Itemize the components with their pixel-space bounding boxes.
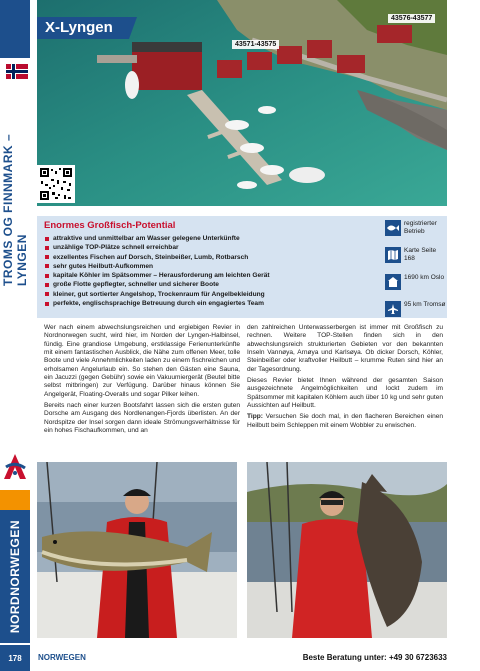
list-item: sehr gutes Heilbutt-Aufkommen xyxy=(44,262,374,271)
fact-map xyxy=(385,246,447,268)
sidebar-top-block xyxy=(0,0,30,58)
qr-code-icon[interactable] xyxy=(37,165,75,203)
page-title: X-Lyngen xyxy=(45,19,113,36)
list-item: unzählige TOP-Plätze schnell erreichbar xyxy=(44,243,374,252)
body-paragraph: Bereits nach einer kurzen Bootsfahrt lassen sich die ersten guten Dorsche am Ausgang des Nordlenangen-Fjords überlisten. An der Nordspitze der Insel sorgen dann ideale Strömungsverhältnisse für ein hohes Fischaufkommen, und an xyxy=(44,402,240,435)
fact-label: 1690 km Oslo xyxy=(404,274,445,281)
airport-icon xyxy=(385,274,401,290)
map-icon xyxy=(385,247,401,263)
object-number-label: 43576-43577 xyxy=(388,14,435,23)
norway-flag-icon xyxy=(6,64,28,79)
body-paragraph: Dieses Revier bietet Ihnen während der gesamten Saison ausgezeichnete Angelmöglichkeiten und lockt zudem im Spätsommer mit kapitalen Köhlern auch über 10 kg und sehr guten Aussichten auf Heilbutt. xyxy=(247,377,443,410)
list-item: große Flotte gepflegter, schneller und sicherer Boote xyxy=(44,280,374,289)
body-paragraph: den zahlreichen Unterwasserbergen ist immer mit Großfisch zu rechnen. Weitere TOP-Stellen finden sich in den abwechslungsreich strukturierten Gebieten vor den bekannten Inseln Vannøya, Arnøya und Karlsøya. Ob dicker Dorsch, Köhler, Steinbeißer oder kraftvoller Heilbutt – krumme Ruten sind hier an der Tagesordnung. xyxy=(247,324,443,373)
fact-tromso xyxy=(385,300,447,322)
list-item: kapitale Köhler im Spätsommer – Herausforderung am leichten Gerät xyxy=(44,271,374,280)
plane-icon xyxy=(385,301,401,317)
angler-photo-right xyxy=(247,462,447,638)
fact-oslo xyxy=(385,273,447,295)
page-number: 178 xyxy=(0,645,30,671)
angler-photo-left xyxy=(37,462,237,638)
footer-region: NORWEGEN xyxy=(38,653,86,662)
fact-registered xyxy=(385,219,447,241)
body-column-left xyxy=(44,324,240,438)
sidebar-country-block xyxy=(0,510,30,643)
list-item: attraktive und unmittelbar am Wasser gelegene Unterkünfte xyxy=(44,234,374,243)
sidebar xyxy=(0,0,30,671)
fact-label: registrierter Betrieb xyxy=(404,220,437,235)
list-item: kleiner, gut sortierter Angelshop, Trockenraum für Angelbekleidung xyxy=(44,290,374,299)
highlights-list xyxy=(44,234,374,308)
fish-weight-icon xyxy=(385,220,401,236)
sidebar-accent-bar xyxy=(0,490,30,510)
tip-label: Tipp: xyxy=(247,413,263,421)
body-column-right xyxy=(247,324,443,433)
tip-text: Versuchen Sie doch mal, in den flacheren Bereichen einen Heilbutt beim Schleppen mit einem Wobbler zu erwischen. xyxy=(247,413,443,429)
sidebar-country-label: NORDNORWEGEN xyxy=(8,519,22,634)
footer-contact: Beste Beratung unter: +49 30 6723633 xyxy=(302,653,447,662)
object-number-label: 43571-43575 xyxy=(232,40,279,49)
list-item: exzellentes Fischen auf Dorsch, Steinbeißer, Lumb, Rotbarsch xyxy=(44,253,374,262)
body-paragraph: Wer nach einem abwechslungsreichen und ergiebigen Revier in Nordnorwegen sucht, wird hier, im Norden der Lyngen-Halbinsel, fündig. Eine grandiose Umgebung, erstklassige Ferienunterkünfte mit einem fantastischen Ausblick, die Nähe zum offenen Meer, tolle Boote und viele Annehmlichkeiten laden zu einem fischreichen und erholsamen Angelurlaub ein. So stehen den Gästen eine Sauna, ein Jacuzzi (gegen Gebühr) sowie ein Vakuumiergerät (Beutel bitte selbst mitbringen) zur Verfügung. Darüber hinaus können Sie Angelgerät, Floating-Overalls und sogar Pilker leihen. xyxy=(44,324,240,398)
fact-label: 95 km Tromsø xyxy=(404,301,446,308)
list-item: perfekte, englischsprachige Betreuung durch ein engagiertes Team xyxy=(44,299,374,308)
highlights-heading: Enormes Großfisch-Potential xyxy=(44,220,176,231)
sidebar-region-label: TROMS OG FINNMARK – LYNGEN xyxy=(1,133,29,286)
brand-logo-icon xyxy=(3,453,27,481)
fact-label: Karte Seite 168 xyxy=(404,247,437,262)
tip-paragraph xyxy=(247,413,443,430)
